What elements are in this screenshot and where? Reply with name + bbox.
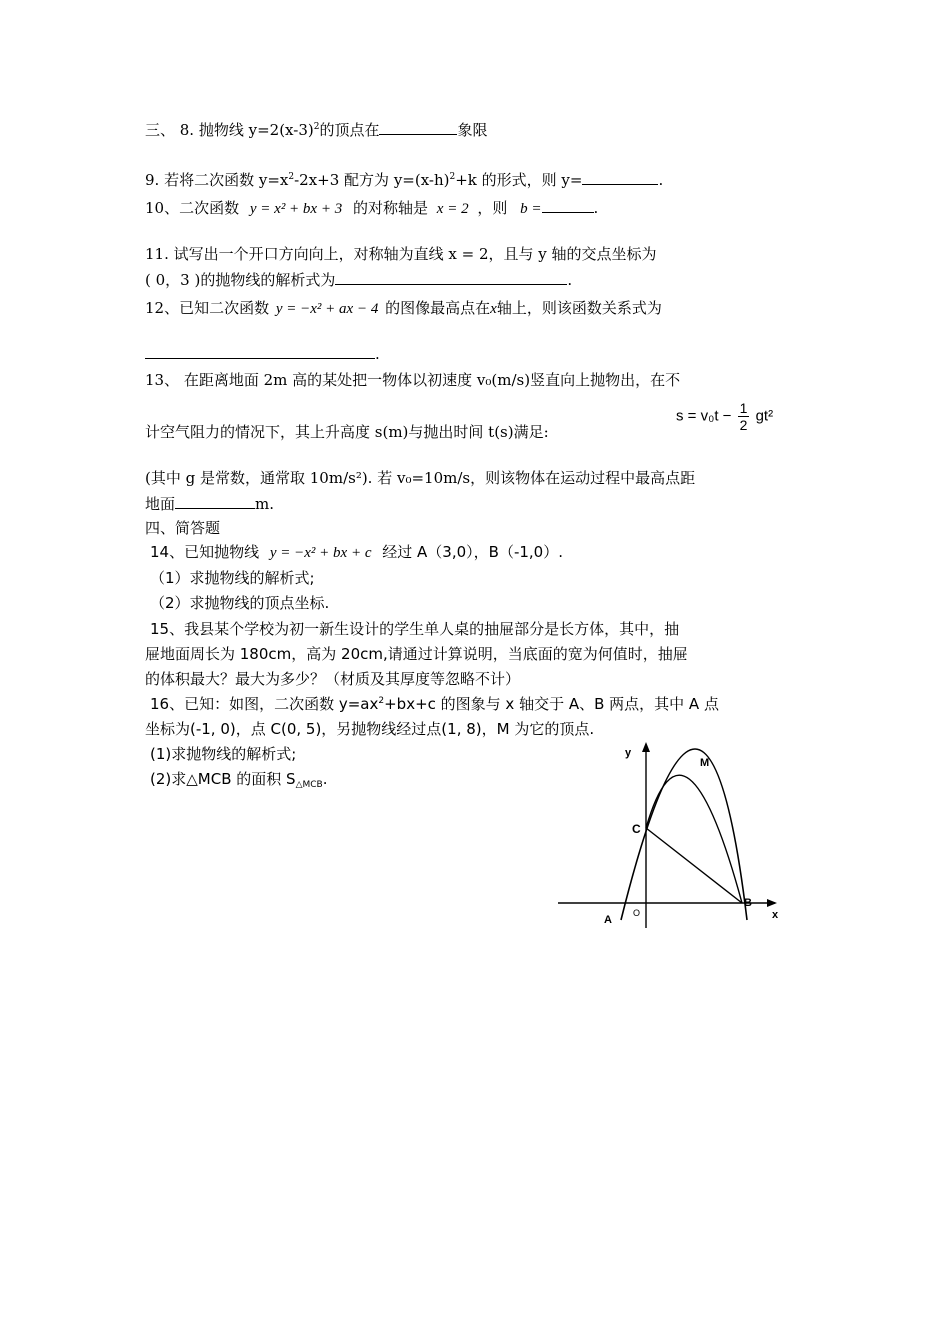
q15-line3: 的体积最大？最大为多少？（材质及其厚度等忽略不计）	[145, 670, 521, 688]
q12-end: .	[375, 345, 380, 363]
point-c-label: C	[632, 822, 641, 836]
q16-part2a: (2)求△MCB 的面积 S	[150, 770, 296, 788]
q10-blank[interactable]	[542, 198, 594, 213]
q13-fraction	[738, 400, 750, 433]
q16-line1	[150, 694, 719, 714]
q8-line	[145, 120, 487, 140]
q9-a: 9. 若将二次函数 y=x	[145, 171, 289, 189]
q12-answer	[145, 344, 380, 364]
q15-line1: 15、我县某个学校为初一新生设计的学生单人桌的抽屉部分是长方体，其中，抽	[150, 620, 680, 638]
point-m-label: M	[700, 757, 710, 769]
q12-c: 轴上，则该函数关系式为	[496, 299, 662, 317]
q13-formula	[676, 400, 773, 433]
q12-b: 的图像最高点在	[385, 299, 491, 317]
q14-part1: （1）求抛物线的解析式;	[150, 569, 315, 587]
q8-tail2: 象限	[457, 121, 488, 139]
y-axis-label: y	[625, 747, 632, 759]
q14-formula: y = −x² + bx + c	[269, 545, 372, 561]
q13-line1: 13、 在距离地面 2m 高的某处把一物体以初速度 v₀(m/s)竖直向上抛物出，在不	[145, 371, 681, 389]
q13-formula-left: s = v₀t −	[676, 407, 732, 425]
q12-blank[interactable]	[145, 344, 375, 359]
q9-blank[interactable]	[582, 170, 658, 185]
q10-line	[145, 198, 598, 219]
q13-formula-right: gt²	[755, 407, 774, 425]
point-b-label: B	[744, 897, 752, 909]
q13-frac-den: 2	[739, 417, 748, 433]
q13-line4a: 地面	[145, 495, 176, 513]
q8-blank[interactable]	[379, 120, 457, 135]
q16-part2	[150, 769, 328, 789]
q12-xvar: x	[490, 301, 497, 317]
q10-b: 的对称轴是	[353, 199, 429, 217]
q13-line4b: m.	[255, 495, 275, 513]
q9-b: -2x+3 配方为 y=(x-h)	[294, 171, 450, 189]
q13-line2: 计空气阻力的情况下，其上升高度 s(m)与抛出时间 t(s)满足:	[145, 423, 549, 441]
q16-line2: 坐标为(-1, 0)，点 C(0, 5)，另抛物线经过点(1, 8)，M 为它的顶点.	[145, 720, 595, 738]
q9-sup2: 2	[449, 172, 456, 182]
q12-formula: y = −x² + ax − 4	[275, 301, 379, 317]
q14-b: 经过 A（3,0），B（-1,0）.	[382, 543, 563, 561]
q12-a: 12、已知二次函数	[145, 299, 270, 317]
point-a-label: A	[604, 914, 612, 926]
q16-line1a: 16、已知：如图，二次函数 y=ax	[150, 695, 379, 713]
q10-axis: x = 2	[436, 201, 469, 217]
q10-end: .	[593, 199, 599, 217]
q12-line	[145, 298, 662, 319]
q13-line4	[145, 494, 274, 514]
q8-text: 三、 8. 抛物线 y=2(x-3)	[145, 121, 314, 139]
q16-part1: (1)求抛物线的解析式;	[150, 745, 297, 763]
segment-cb	[646, 828, 742, 903]
q11-blank[interactable]	[335, 270, 567, 285]
q13-frac-num: 1	[739, 400, 748, 416]
q11-end: .	[567, 271, 573, 289]
q8-tail: 的顶点在	[319, 121, 380, 139]
q11-line1: 11. 试写出一个开口方向向上，对称轴为直线 x = 2，且与 y 轴的交点坐标为	[145, 245, 657, 263]
x-axis-label: x	[772, 909, 779, 921]
q16-line1b: +bx+c 的图象与 x 轴交于 A、B 两点，其中 A 点	[384, 695, 719, 713]
q14-a: 14、已知抛物线	[150, 543, 260, 561]
q13-line3: (其中 g 是常数，通常取 10m/s²). 若 v₀=10m/s，则该物体在运动过程中最高点距	[145, 469, 696, 487]
q10-a: 10、二次函数	[145, 199, 240, 217]
q8-sup: 2	[313, 122, 320, 132]
x-axis-arrow	[767, 899, 777, 907]
q9-c: +k 的形式，则 y=	[455, 171, 583, 189]
origin-label: O	[633, 908, 641, 918]
q10-bvar: b =	[520, 201, 542, 217]
parabola-figure	[555, 738, 795, 933]
q13-blank[interactable]	[175, 494, 255, 509]
q16-sup: 2	[378, 696, 385, 706]
q10-formula: y = x² + bx + 3	[249, 201, 343, 217]
y-axis-arrow	[642, 742, 650, 752]
q15-line2: 屉地面周长为 180cm，高为 20cm,请通过计算说明，当底面的宽为何值时，抽屉	[145, 645, 688, 663]
q9-line	[145, 170, 663, 190]
q14-part2: （2）求抛物线的顶点坐标.	[150, 594, 330, 612]
q16-sub: △MCB	[295, 780, 323, 790]
q10-c: ，则	[477, 199, 508, 217]
q9-end: .	[658, 171, 664, 189]
q9-sup1: 2	[288, 172, 295, 182]
q16-part2b: .	[322, 770, 328, 788]
q11-line2	[145, 270, 572, 290]
section-heading: 四、简答题	[145, 519, 221, 537]
q11-line2-text: ( 0，3 )的抛物线的解析式为	[145, 271, 336, 289]
q14-line	[150, 542, 563, 563]
